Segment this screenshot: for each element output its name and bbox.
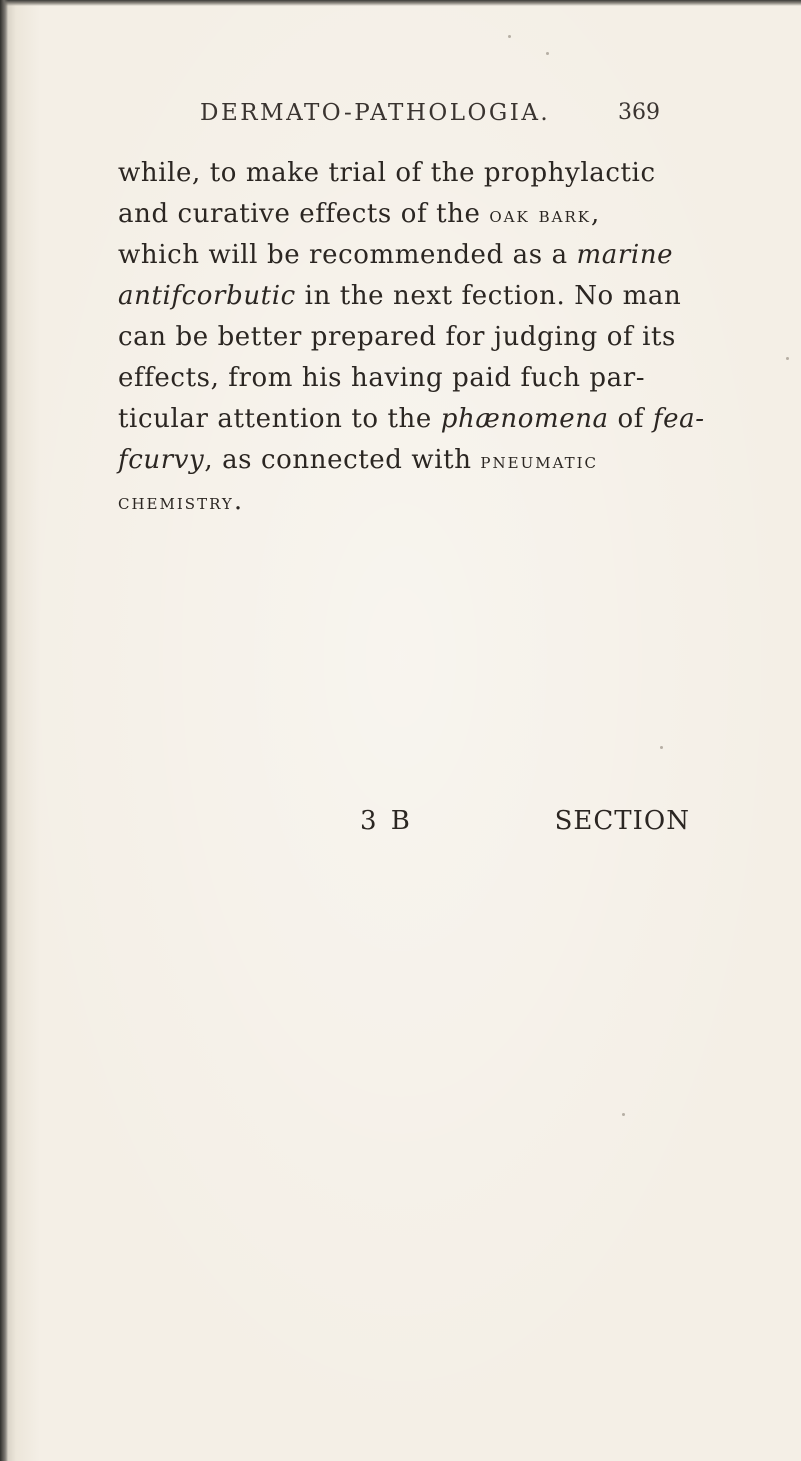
paper-speck: [546, 52, 549, 55]
running-head: [200, 100, 660, 134]
text-segment: which will be recommended as a: [118, 240, 577, 270]
catchline: [360, 806, 690, 846]
text-segment: chemistry: [118, 490, 234, 515]
text-segment: oak bark: [489, 203, 592, 228]
catchword: SECTION: [554, 806, 690, 836]
paper-speck: [508, 35, 511, 38]
page-binding-shadow: [0, 0, 8, 1461]
text-segment: in the next fection. No man: [295, 281, 682, 311]
text-segment: fea-: [652, 404, 705, 434]
text-line: [118, 319, 676, 355]
text-segment: effects, from his having paid fuch par-: [118, 363, 646, 393]
text-segment: and curative effects of the: [118, 199, 490, 229]
text-line: [118, 237, 673, 273]
text-segment: marine: [576, 240, 674, 270]
text-line: [118, 196, 600, 234]
paper-speck: [660, 746, 663, 749]
text-segment: antifcorbutic: [118, 281, 296, 311]
text-line: [118, 278, 681, 314]
paper-speck: [622, 1113, 625, 1116]
text-segment: ,: [591, 199, 600, 229]
text-line: [118, 442, 598, 480]
text-segment: fcurvy: [118, 445, 205, 475]
signature-mark: 3 B: [360, 806, 413, 836]
text-segment: ticular attention to the: [118, 404, 441, 434]
text-segment: pneumatic: [480, 449, 598, 474]
running-head-title: DERMATO-PATHOLOGIA.: [200, 100, 551, 126]
text-line: [118, 401, 705, 437]
page-top-edge: [0, 0, 801, 6]
text-segment: , as connected with: [204, 445, 481, 475]
text-segment: of: [608, 404, 653, 434]
text-line: [118, 360, 645, 396]
text-segment: while, to make trial of the prophylactic: [118, 158, 656, 188]
text-line: [118, 155, 656, 191]
paper-speck: [786, 357, 789, 360]
text-line: [118, 483, 243, 521]
text-segment: can be better prepared for judging of its: [118, 322, 676, 352]
text-segment: .: [233, 486, 243, 516]
text-segment: phænomena: [440, 404, 609, 434]
page-number: 369: [618, 100, 660, 125]
